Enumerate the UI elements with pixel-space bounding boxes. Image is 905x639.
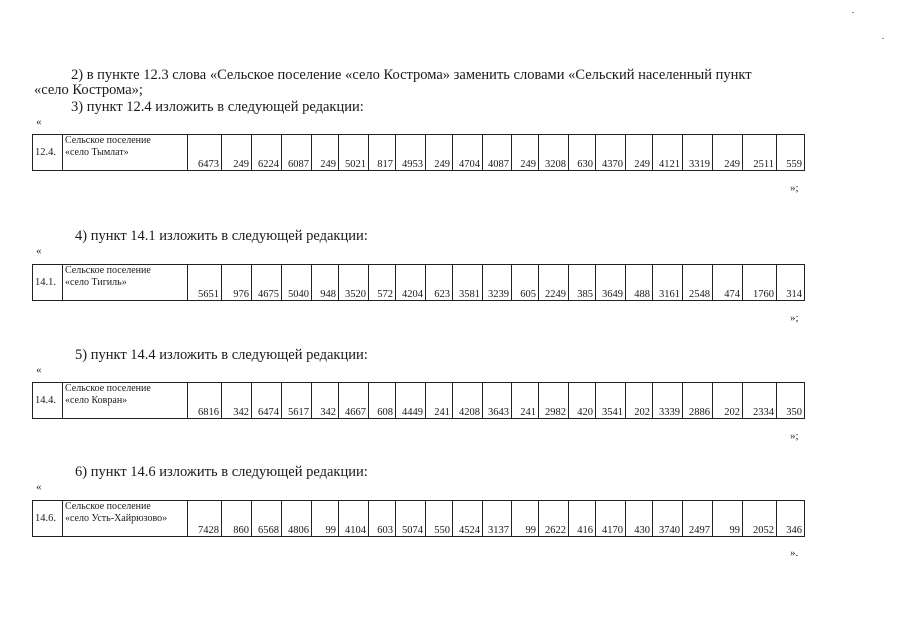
closing-quote: »; xyxy=(790,430,799,442)
value-cell: 99 xyxy=(312,501,339,537)
value-cell: 550 xyxy=(426,501,453,537)
table-row xyxy=(33,501,805,537)
value-cell: 572 xyxy=(369,265,396,301)
closing-quote: »; xyxy=(790,312,799,324)
scan-speck xyxy=(882,38,884,39)
value-cell: 5040 xyxy=(282,265,312,301)
value-cell: 99 xyxy=(512,501,539,537)
table-14-6 xyxy=(32,500,805,537)
value-cell: 249 xyxy=(626,135,653,171)
value-cell: 202 xyxy=(626,383,653,419)
value-cell: 3643 xyxy=(483,383,512,419)
paragraph-3: 3) пункт 12.4 изложить в следующей редакции: xyxy=(71,99,364,115)
settlement-title: «село Усть-Хайрюзово» xyxy=(65,513,168,524)
value-cell: 5021 xyxy=(339,135,369,171)
value-cell: 6224 xyxy=(252,135,282,171)
item-number: 12.4. xyxy=(33,135,63,171)
table-row xyxy=(33,265,805,301)
value-cell: 342 xyxy=(312,383,339,419)
paragraph-2-line-1: 2) в пункте 12.3 слова «Сельское поселение «село Кострома» заменить словами «Сельский населенный пункт xyxy=(71,67,752,83)
value-cell: 249 xyxy=(512,135,539,171)
closing-quote: »; xyxy=(790,182,799,194)
value-cell: 6568 xyxy=(252,501,282,537)
table-row xyxy=(33,383,805,419)
value-cell: 4953 xyxy=(396,135,426,171)
opening-quote: « xyxy=(36,481,42,493)
value-cell: 2982 xyxy=(539,383,569,419)
settlement-title: «село Тигиль» xyxy=(65,277,127,288)
value-cell: 3339 xyxy=(653,383,683,419)
value-cell: 249 xyxy=(426,135,453,171)
paragraph-6: 6) пункт 14.6 изложить в следующей редакции: xyxy=(75,464,368,480)
value-cell: 4121 xyxy=(653,135,683,171)
paragraph-4: 4) пункт 14.1 изложить в следующей редакции: xyxy=(75,228,368,244)
value-cell: 4806 xyxy=(282,501,312,537)
value-cell: 6473 xyxy=(188,135,222,171)
item-number: 14.6. xyxy=(33,501,63,537)
value-cell: 241 xyxy=(512,383,539,419)
value-cell: 3161 xyxy=(653,265,683,301)
settlement-name xyxy=(63,135,188,171)
settlement-name xyxy=(63,383,188,419)
settlement-name xyxy=(63,265,188,301)
table-14-1 xyxy=(32,264,805,301)
value-cell: 99 xyxy=(713,501,743,537)
value-cell: 4204 xyxy=(396,265,426,301)
value-cell: 474 xyxy=(713,265,743,301)
value-cell: 3649 xyxy=(596,265,626,301)
closing-quote: ». xyxy=(790,547,799,559)
table-14-4 xyxy=(32,382,805,419)
table-row xyxy=(33,135,805,171)
value-cell: 3520 xyxy=(339,265,369,301)
value-cell: 350 xyxy=(777,383,805,419)
value-cell: 4208 xyxy=(453,383,483,419)
value-cell: 2886 xyxy=(683,383,713,419)
value-cell: 3319 xyxy=(683,135,713,171)
value-cell: 3137 xyxy=(483,501,512,537)
item-number: 14.1. xyxy=(33,265,63,301)
value-cell: 6087 xyxy=(282,135,312,171)
value-cell: 241 xyxy=(426,383,453,419)
value-cell: 346 xyxy=(777,501,805,537)
value-cell: 3541 xyxy=(596,383,626,419)
value-cell: 2511 xyxy=(743,135,777,171)
value-cell: 4675 xyxy=(252,265,282,301)
value-cell: 420 xyxy=(569,383,596,419)
value-cell: 559 xyxy=(777,135,805,171)
value-cell: 342 xyxy=(222,383,252,419)
value-cell: 5074 xyxy=(396,501,426,537)
value-cell: 249 xyxy=(713,135,743,171)
value-cell: 4104 xyxy=(339,501,369,537)
value-cell: 3208 xyxy=(539,135,569,171)
value-cell: 2497 xyxy=(683,501,713,537)
value-cell: 416 xyxy=(569,501,596,537)
paragraph-5: 5) пункт 14.4 изложить в следующей редакции: xyxy=(75,347,368,363)
settlement-title: «село Тымлат» xyxy=(65,147,129,158)
value-cell: 623 xyxy=(426,265,453,301)
value-cell: 605 xyxy=(512,265,539,301)
value-cell: 817 xyxy=(369,135,396,171)
value-cell: 314 xyxy=(777,265,805,301)
value-cell: 4704 xyxy=(453,135,483,171)
value-cell: 4524 xyxy=(453,501,483,537)
value-cell: 385 xyxy=(569,265,596,301)
value-cell: 4370 xyxy=(596,135,626,171)
opening-quote: « xyxy=(36,116,42,128)
value-cell: 4087 xyxy=(483,135,512,171)
value-cell: 7428 xyxy=(188,501,222,537)
settlement-type: Сельское поселение xyxy=(65,501,151,512)
value-cell: 3239 xyxy=(483,265,512,301)
value-cell: 860 xyxy=(222,501,252,537)
paragraph-2-line-2: «село Кострома»; xyxy=(34,82,143,98)
settlement-type: Сельское поселение xyxy=(65,135,151,146)
value-cell: 2622 xyxy=(539,501,569,537)
value-cell: 1760 xyxy=(743,265,777,301)
value-cell: 2052 xyxy=(743,501,777,537)
value-cell: 603 xyxy=(369,501,396,537)
value-cell: 5617 xyxy=(282,383,312,419)
value-cell: 5651 xyxy=(188,265,222,301)
settlement-type: Сельское поселение xyxy=(65,383,151,394)
value-cell: 4667 xyxy=(339,383,369,419)
value-cell: 2334 xyxy=(743,383,777,419)
value-cell: 2249 xyxy=(539,265,569,301)
item-number: 14.4. xyxy=(33,383,63,419)
value-cell: 976 xyxy=(222,265,252,301)
value-cell: 249 xyxy=(312,135,339,171)
value-cell: 2548 xyxy=(683,265,713,301)
table-12-4 xyxy=(32,134,805,171)
value-cell: 948 xyxy=(312,265,339,301)
opening-quote: « xyxy=(36,364,42,376)
settlement-type: Сельское поселение xyxy=(65,265,151,276)
value-cell: 4170 xyxy=(596,501,626,537)
value-cell: 6816 xyxy=(188,383,222,419)
value-cell: 6474 xyxy=(252,383,282,419)
value-cell: 4449 xyxy=(396,383,426,419)
value-cell: 608 xyxy=(369,383,396,419)
value-cell: 249 xyxy=(222,135,252,171)
value-cell: 488 xyxy=(626,265,653,301)
value-cell: 630 xyxy=(569,135,596,171)
value-cell: 202 xyxy=(713,383,743,419)
settlement-title: «село Ковран» xyxy=(65,395,128,406)
value-cell: 430 xyxy=(626,501,653,537)
opening-quote: « xyxy=(36,245,42,257)
value-cell: 3581 xyxy=(453,265,483,301)
value-cell: 3740 xyxy=(653,501,683,537)
settlement-name xyxy=(63,501,188,537)
scan-speck xyxy=(852,12,854,13)
